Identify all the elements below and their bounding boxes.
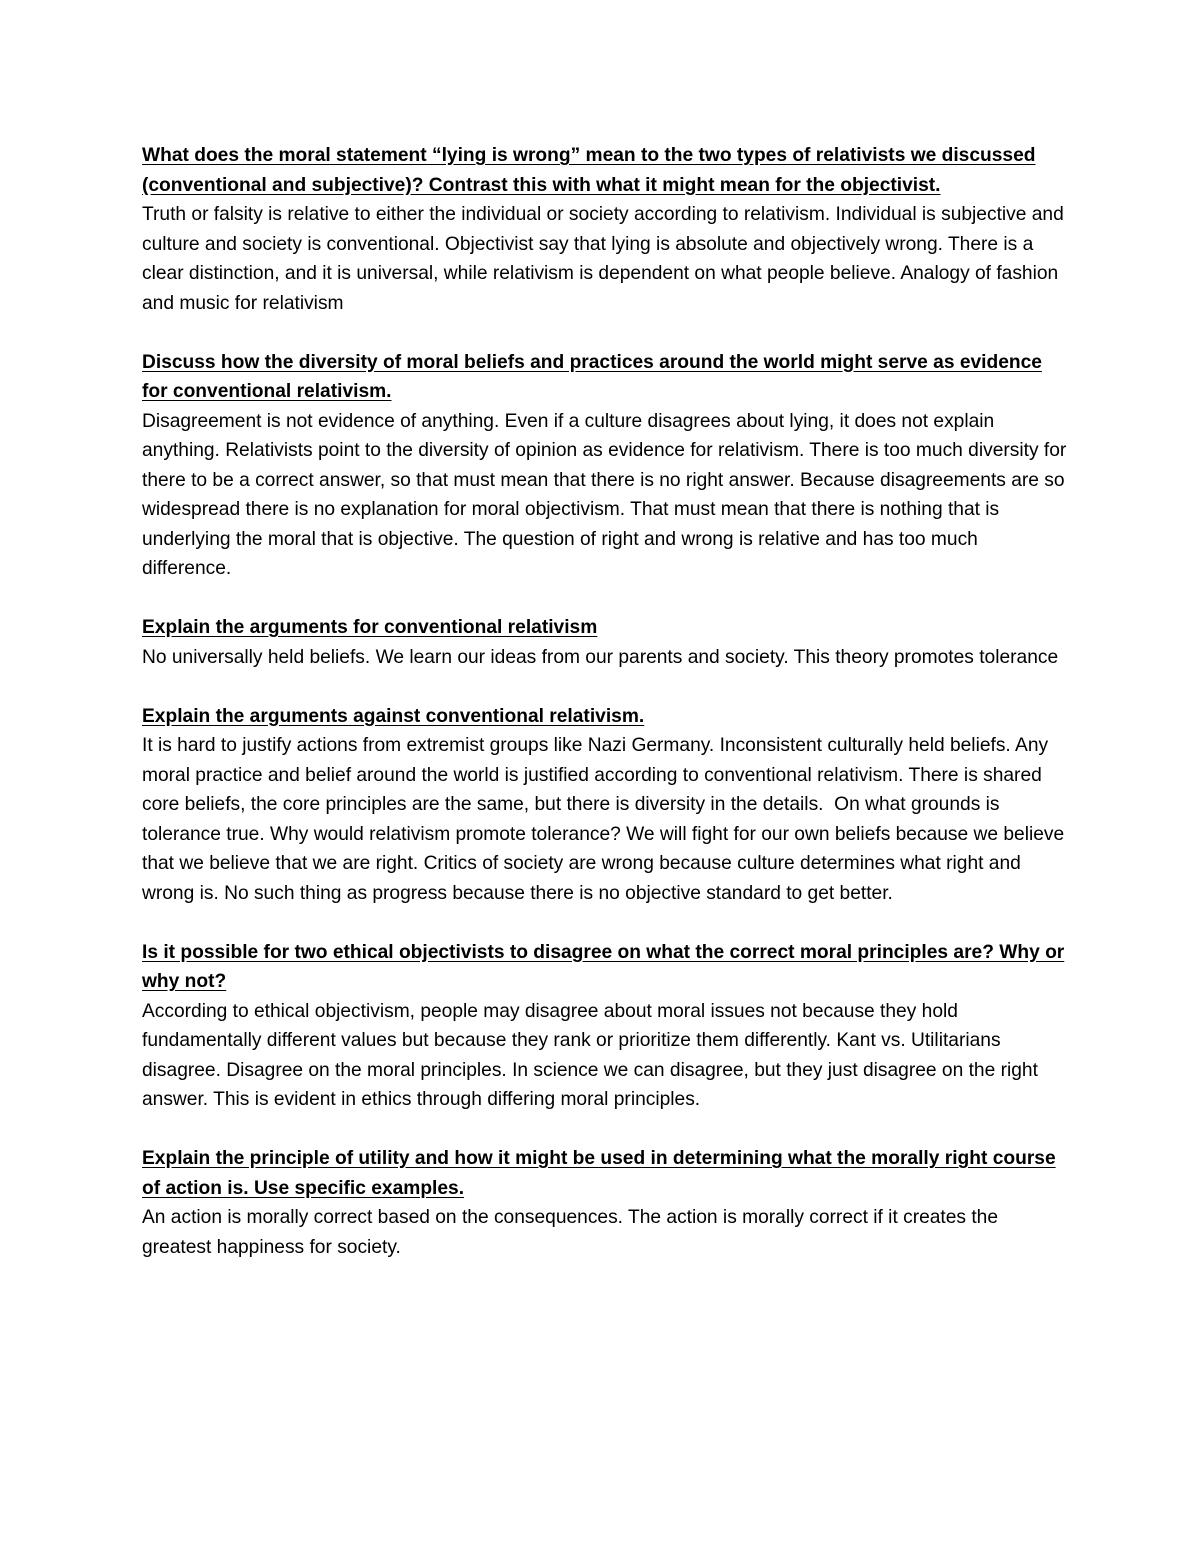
question-heading: Explain the principle of utility and how it might be used in determining what the morally right course of action is. Use specific examples. — [142, 1148, 1056, 1199]
answer-text: It is hard to justify actions from extremist groups like Nazi Germany. Inconsistent culturally held beliefs. Any moral practice and belief around the world is justified according to conventional relativism. There is shared core beliefs, the core principles are the same, but there is diversity in the details. On what grounds is tolerance true. Why would relativism promote tolerance? We will fight for our own beliefs because we believe that we believe that we are right. Critics of society are wrong because culture determines what right and wrong is. No such thing as progress because there is no objective standard to get better. — [142, 735, 1070, 904]
qa-section-4 — [142, 702, 1072, 909]
question-heading: Discuss how the diversity of moral beliefs and practices around the world might serve as evidence for conventional relativism. — [142, 351, 1042, 402]
qa-section-2 — [142, 348, 1072, 584]
answer-text: No universally held beliefs. We learn our ideas from our parents and society. This theory promotes tolerance — [142, 646, 1059, 668]
question-heading: Explain the arguments against conventional relativism. — [142, 705, 645, 727]
answer-text: According to ethical objectivism, people may disagree about moral issues not because they hold fundamentally different values but because they rank or prioritize them differently. Kant vs. Utilitarians disagree. Disagree on the moral principles. In science we can disagree, but they just disagree on the right answer. This is evident in ethics through differing moral principles. — [142, 1000, 1044, 1110]
question-heading: Is it possible for two ethical objectivists to disagree on what the correct moral principles are? Why or why not? — [142, 941, 1065, 992]
answer-text: An action is morally correct based on the consequences. The action is morally correct if it creates the greatest happiness for society. — [142, 1207, 1004, 1258]
question-heading: What does the moral statement “lying is wrong” mean to the two types of relativists we discussed (conventional and subjective)? Contrast this with what it might mean for the objectivist. — [142, 145, 1036, 196]
qa-section-1 — [142, 141, 1072, 318]
qa-section-6 — [142, 1144, 1072, 1262]
answer-text: Disagreement is not evidence of anything. Even if a culture disagrees about lying, it does not explain anything. Relativists point to the diversity of opinion as evidence for relativism. There is too much diversity for there to be a correct answer, so that must mean that there is no right answer. Because disagreements are so widespread there is no explanation for moral objectivism. That must mean that there is nothing that is underlying the moral that is objective. The question of right and wrong is relative and has too much difference. — [142, 410, 1072, 579]
qa-section-3 — [142, 613, 1072, 672]
qa-section-5 — [142, 938, 1072, 1115]
question-heading: Explain the arguments for conventional relativism — [142, 617, 598, 638]
document-page — [142, 141, 1072, 1292]
answer-text: Truth or falsity is relative to either the individual or society according to relativism. Individual is subjective and culture and society is conventional. Objectivist say that lying is absolute and objectively wrong. There is a clear distinction, and it is universal, while relativism is dependent on what people believe. Analogy of fashion and music for relativism — [142, 204, 1070, 314]
